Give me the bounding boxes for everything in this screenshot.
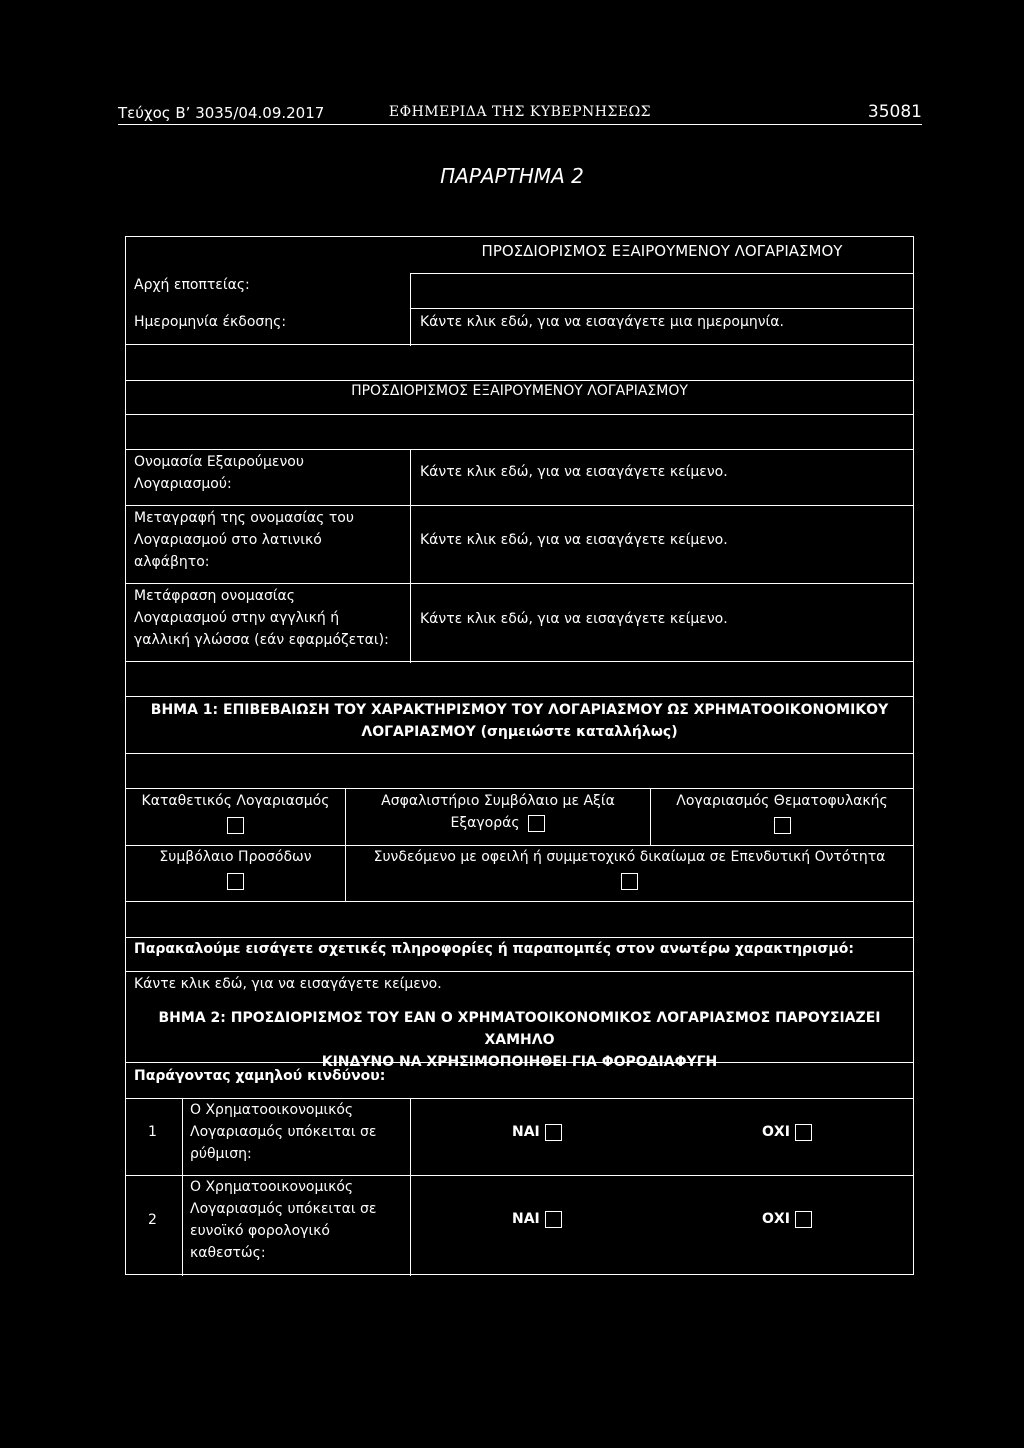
annuity-checkbox[interactable] — [227, 873, 244, 890]
page-header — [118, 102, 922, 125]
annex-title: ΠΑΡΑΡΤΗΜΑ 2 — [440, 164, 584, 188]
factor-row-1-number: 1 — [148, 1124, 157, 1140]
insurance-contract-option: Ασφαλιστήριο Συμβόλαιο με Αξία Εξαγοράς — [381, 793, 615, 831]
factor-row-2-yes: ΝΑΙ — [512, 1208, 562, 1230]
top-heading: ΠΡΟΣΔΙΟΡΙΣΜΟΣ ΕΞΑΙΡΟΥΜΕΝΟΥ ΛΟΓΑΡΙΑΣΜΟΥ — [481, 242, 843, 260]
factor-row-1-no: ΟΧΙ — [762, 1121, 812, 1143]
factor-row-1-yes-checkbox[interactable] — [545, 1124, 562, 1141]
insurance-checkbox[interactable] — [528, 815, 545, 832]
section-heading: ΠΡΟΣΔΙΟΡΙΣΜΟΣ ΕΞΑΙΡΟΥΜΕΝΟΥ ΛΟΓΑΡΙΑΣΜΟΥ — [351, 383, 688, 399]
transliteration-input[interactable]: Κάντε κλικ εδώ, για να εισαγάγετε κείμενο. — [420, 532, 728, 548]
page-number: 35081 — [867, 102, 922, 122]
authority-label: Αρχή εποπτείας: — [134, 277, 250, 293]
translation-label: Μετάφραση ονομασίας Λογαριασμού στην αγγλική ή γαλλική γλώσσα (εάν εφαρμόζεται): — [134, 588, 389, 648]
custody-checkbox[interactable] — [774, 817, 791, 834]
deposit-account-option: Καταθετικός Λογαριασμός — [126, 790, 345, 836]
debt-equity-checkbox[interactable] — [621, 873, 638, 890]
step1-heading: ΒΗΜΑ 1: ΕΠΙΒΕΒΑΙΩΣΗ ΤΟΥ ΧΑΡΑΚΤΗΡΙΣΜΟΥ ΤΟΥ ΛΟΓΑΡΙΑΣΜΟΥ ΩΣ ΧΡΗΜΑΤΟΟΙΚΟΝΟΜΙΚΟΥ ΛΟΓΑΡΙΑΣΜΟΥ (σημειώστε καταλλήλως) — [150, 702, 889, 740]
gazette-name: ΕΦΗΜΕΡΙΔΑ ΤΗΣ ΚΥΒΕΡΝΗΣΕΩΣ — [388, 104, 652, 120]
debt-equity-option: Συνδεόμενο με οφειλή ή συμμετοχικό δικαίωμα σε Επενδυτική Οντότητα — [346, 846, 913, 892]
translation-input[interactable]: Κάντε κλικ εδώ, για να εισαγάγετε κείμενο. — [420, 611, 728, 627]
factor-row-2-no: ΟΧΙ — [762, 1208, 812, 1230]
info-input[interactable]: Κάντε κλικ εδώ, για να εισαγάγετε κείμενο. — [134, 976, 442, 992]
custody-account-option: Λογαριασμός Θεματοφυλακής — [651, 790, 913, 836]
date-label: Ημερομηνία έκδοσης: — [134, 314, 287, 330]
account-name-label: Ονομασία Εξαιρούμενου Λογαριασμού: — [134, 454, 304, 492]
factor-row-2-number: 2 — [148, 1212, 157, 1228]
factor-row-1-text: Ο Χρηματοοικονομικός Λογαριασμός υπόκειται σε ρύθμιση: — [190, 1102, 377, 1162]
authority-input[interactable] — [412, 275, 912, 308]
factor-row-2-text: Ο Χρηματοοικονομικός Λογαριασμός υπόκειται σε ευνοϊκό φορολογικό καθεστώς: — [190, 1179, 377, 1261]
factor-row-2-yes-checkbox[interactable] — [545, 1211, 562, 1228]
factor-label: Παράγοντας χαμηλού κινδύνου: — [134, 1068, 386, 1084]
deposit-checkbox[interactable] — [227, 817, 244, 834]
factor-row-1-yes: ΝΑΙ — [512, 1121, 562, 1143]
date-input[interactable]: Κάντε κλικ εδώ, για να εισαγάγετε μια ημερομηνία. — [420, 314, 784, 330]
info-label: Παρακαλούμε εισάγετε σχετικές πληροφορίες ή παραπομπές στον ανωτέρω χαρακτηρισμό: — [134, 941, 854, 957]
factor-row-1-no-checkbox[interactable] — [795, 1124, 812, 1141]
annuity-contract-option: Συμβόλαιο Προσόδων — [126, 846, 345, 892]
transliteration-label: Μεταγραφή της ονομασίας του Λογαριασμού στο λατινικό αλφάβητο: — [134, 510, 354, 570]
factor-row-2-no-checkbox[interactable] — [795, 1211, 812, 1228]
account-name-input[interactable]: Κάντε κλικ εδώ, για να εισαγάγετε κείμενο. — [420, 464, 728, 480]
step2-heading: ΒΗΜΑ 2: ΠΡΟΣΔΙΟΡΙΣΜΟΣ ΤΟΥ ΕΑΝ Ο ΧΡΗΜΑΤΟΟΙΚΟΝΟΜΙΚΟΣ ΛΟΓΑΡΙΑΣΜΟΣ ΠΑΡΟΥΣΙΑΖΕΙ ΧΑΜΗΛΟ ΚΙΝΔΥΝΟ ΝΑ ΧΡΗΣΙΜΟΠΟΙΗΘΕΙ ΓΙΑ ΦΟΡΟΔΙΑΦΥΓΗ — [158, 1010, 881, 1070]
issue-number: Τεύχος Β’ 3035/04.09.2017 — [118, 104, 325, 122]
